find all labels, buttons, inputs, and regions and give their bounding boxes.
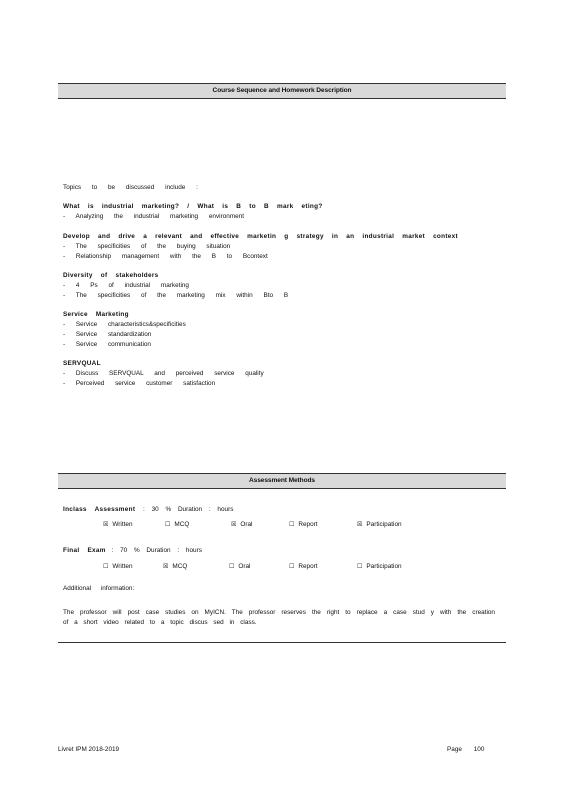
footer-page (447, 746, 484, 753)
additional-information-label: Additional information: (63, 585, 135, 592)
topics-intro: Topics to be discussed include : (63, 184, 198, 191)
assessment-methods-title: Assessment Methods (249, 477, 315, 484)
final-option-report[interactable]: ☐ Report (289, 563, 318, 570)
inclass-option-report[interactable]: ☐ Report (289, 521, 318, 528)
final-exam-detail: : 70 % Duration : hours (111, 547, 202, 554)
checkbox-checked-icon: ☒ (357, 522, 363, 528)
checkbox-unchecked-icon: ☐ (289, 522, 295, 528)
topic-item: - Discuss SERVQUAL and perceived service quality (63, 370, 264, 377)
checkbox-checked-icon: ☒ (103, 522, 109, 528)
checkbox-unchecked-icon: ☐ (357, 564, 363, 570)
topic-item: - Service characteristics&specificities (63, 321, 186, 328)
assessment-bottom-rule (58, 642, 506, 643)
additional-information-text: The professor will post case studies on MyICN. The professor reserves the right to replace a case stud y with the creation of a short video related to a topic discus sed in class. (63, 609, 495, 626)
footer-page-number: 100 (473, 746, 485, 753)
topic-item: - The specificities of the buying situation (63, 243, 231, 250)
final-option-participation[interactable]: ☐ Participation (357, 563, 402, 570)
topic-heading-5: SERVQUAL (63, 360, 101, 367)
final-exam-row (63, 547, 202, 554)
topic-item: - 4 Ps of industrial marketing (63, 282, 189, 289)
inclass-assessment-row (63, 506, 233, 513)
footer-booklet-label: Livret IPM 2018-2019 (58, 746, 120, 753)
checkbox-unchecked-icon: ☐ (103, 564, 109, 570)
topic-item: - Relationship management with the B to Bcontext (63, 253, 268, 260)
topic-heading-4: Service Marketing (63, 311, 129, 318)
topic-item: - The specificities of the marketing mix within Bto B (63, 292, 289, 299)
footer-page-label: Page (447, 746, 462, 753)
topic-heading-3: Diversity of stakeholders (63, 272, 159, 279)
inclass-option-participation[interactable]: ☒ Participation (357, 521, 402, 528)
final-option-oral[interactable]: ☐ Oral (229, 563, 251, 570)
final-exam-label: Final Exam (63, 547, 106, 554)
inclass-option-mcq[interactable]: ☐ MCQ (165, 521, 190, 528)
course-sequence-header (58, 83, 506, 99)
checkbox-unchecked-icon: ☐ (229, 564, 235, 570)
final-option-mcq[interactable]: ☒ MCQ (163, 563, 188, 570)
inclass-assessment-detail: : 30 % Duration : hours (143, 506, 234, 513)
topic-item: - Service standardization (63, 331, 152, 338)
topic-heading-2: Develop and drive a relevant and effective marketin g strategy in an industrial market context (63, 233, 458, 240)
course-sequence-title: Course Sequence and Homework Description (212, 87, 352, 94)
topic-item: - Service communication (63, 341, 151, 348)
assessment-methods-header (58, 473, 506, 489)
checkbox-checked-icon: ☒ (231, 522, 237, 528)
inclass-assessment-label: Inclass Assessment (63, 506, 136, 513)
inclass-option-oral[interactable]: ☒ Oral (231, 521, 253, 528)
checkbox-unchecked-icon: ☐ (165, 522, 171, 528)
checkbox-checked-icon: ☒ (163, 564, 169, 570)
topic-item: - Analyzing the industrial marketing environment (63, 213, 245, 220)
topic-item: - Perceived service customer satisfaction (63, 380, 216, 387)
final-option-written[interactable]: ☐ Written (103, 563, 133, 570)
inclass-option-written[interactable]: ☒ Written (103, 521, 133, 528)
checkbox-unchecked-icon: ☐ (289, 564, 295, 570)
topic-heading-1: What is industrial marketing? / What is B to B mark eting? (63, 203, 323, 210)
